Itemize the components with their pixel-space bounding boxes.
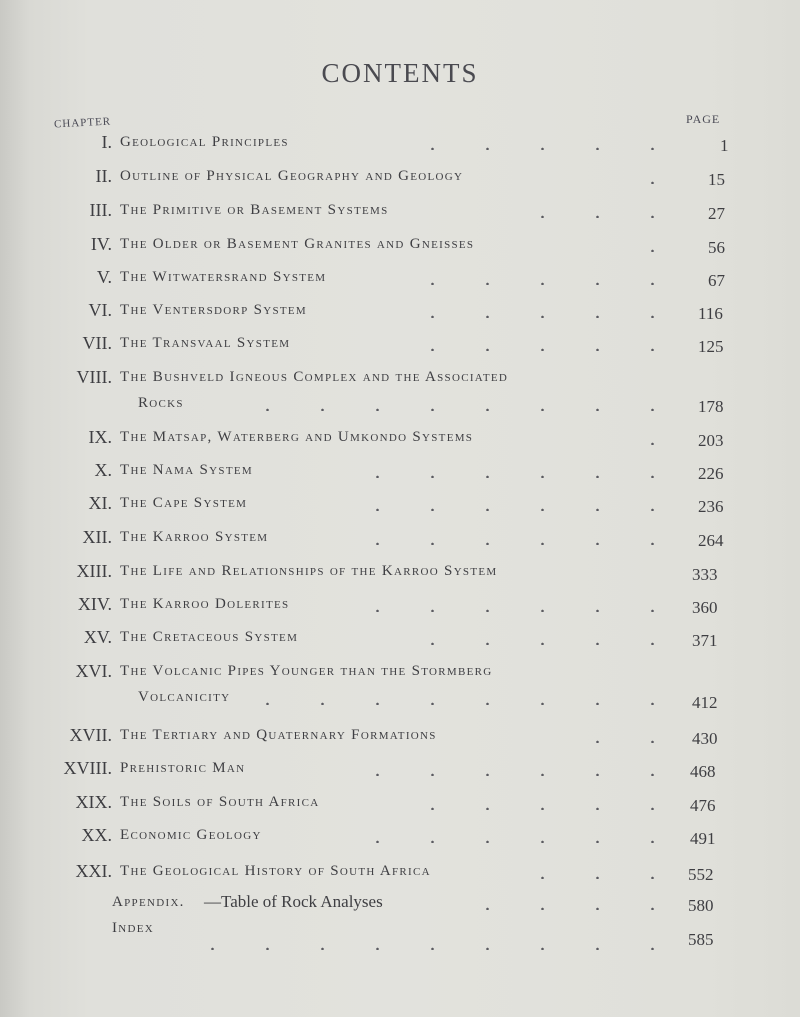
page-column-header: PAGE	[686, 112, 721, 126]
chapter-title: The Primitive or Basement Systems	[120, 202, 389, 218]
chapter-title: The Older or Basement Granites and Gneisses	[120, 236, 475, 252]
chapter-title: The Matsap, Waterberg and Umkondo Systems	[120, 429, 474, 445]
chapter-number: I.	[101, 132, 112, 152]
page-number: 203	[698, 431, 724, 450]
toc-entry	[0, 725, 800, 749]
chapter-number: XXI.	[75, 861, 112, 881]
toc-entry	[0, 493, 800, 517]
toc-entry	[0, 561, 800, 585]
toc-entry	[0, 300, 800, 324]
toc-entry	[0, 661, 800, 711]
page-number: 430	[692, 729, 718, 748]
toc-entry	[0, 758, 800, 782]
chapter-number: XIII.	[76, 561, 112, 581]
dot-leader	[430, 796, 680, 810]
chapter-number: IV.	[90, 234, 112, 254]
chapter-title: The Cape System	[120, 495, 248, 511]
toc-entry	[0, 861, 800, 885]
toc-appendix	[0, 892, 800, 916]
toc-entry	[0, 594, 800, 618]
chapter-title: Prehistoric Man	[120, 760, 246, 776]
page-number: 226	[698, 464, 724, 483]
chapter-title: The Soils of South Africa	[120, 794, 320, 810]
chapter-title: The Tertiary and Quaternary Formations	[120, 727, 437, 743]
dot-leader	[420, 271, 680, 285]
page-number: 371	[692, 631, 718, 650]
chapter-title: The Geological History of South Africa	[120, 863, 431, 879]
chapter-number: XX.	[81, 825, 112, 845]
toc-index	[0, 918, 800, 958]
page-number: 15	[708, 170, 725, 189]
dot-leader	[605, 170, 680, 184]
dot-leader	[330, 497, 680, 511]
appendix-subtitle: —Table of Rock Analyses	[204, 892, 383, 911]
page-number: 236	[698, 497, 724, 516]
chapter-number: X.	[94, 460, 112, 480]
toc-entry	[0, 792, 800, 816]
toc-entry	[0, 267, 800, 291]
page-number: 476	[690, 796, 716, 815]
dot-leader	[230, 397, 680, 411]
dot-leader	[330, 464, 680, 478]
toc-entry	[0, 166, 800, 190]
dot-leader	[550, 729, 680, 743]
toc-entry	[0, 427, 800, 451]
page-number: 552	[688, 865, 714, 884]
dot-leader	[370, 598, 680, 612]
page-number: 264	[698, 531, 724, 550]
page-number: 580	[688, 896, 714, 915]
page-number: 412	[692, 693, 718, 712]
chapter-title: Outline of Physical Geography and Geology	[120, 168, 464, 184]
page-number: 333	[692, 565, 718, 584]
chapter-title-continued: Volcanicity	[138, 689, 231, 705]
chapter-title: The Transvaal System	[120, 335, 291, 351]
page-number: 1	[720, 136, 729, 155]
dot-leader	[330, 829, 680, 843]
chapter-column-header: CHAPTER	[53, 115, 112, 131]
toc-entry	[0, 627, 800, 651]
dot-leader	[340, 762, 680, 776]
chapter-number: XIV.	[77, 594, 112, 614]
dot-leader	[500, 204, 680, 218]
chapter-number: XVI.	[75, 661, 112, 681]
toc-entry	[0, 460, 800, 484]
index-label: Index	[112, 920, 155, 936]
chapter-number: VIII.	[76, 367, 112, 387]
dot-leader	[640, 238, 680, 252]
chapter-number: XVIII.	[63, 758, 112, 778]
chapter-number: XI.	[88, 493, 112, 513]
dot-leader	[200, 936, 680, 950]
chapter-title-continued: Rocks	[138, 395, 184, 411]
chapter-number: XVII.	[69, 725, 112, 745]
page-number: 178	[698, 397, 724, 416]
page-number: 360	[692, 598, 718, 617]
toc-entry	[0, 333, 800, 357]
chapter-number: III.	[89, 200, 112, 220]
dot-leader	[540, 865, 680, 879]
chapter-title: Economic Geology	[120, 827, 262, 843]
dot-leader	[390, 337, 680, 351]
chapter-title: The Cretaceous System	[120, 629, 299, 645]
toc-entry	[0, 234, 800, 258]
page-title: CONTENTS	[321, 58, 479, 88]
toc-entry	[0, 367, 800, 417]
appendix-label: Appendix.	[112, 894, 185, 910]
chapter-title: The Witwatersrand System	[120, 269, 327, 285]
dot-leader	[400, 304, 680, 318]
chapter-title: The Life and Relationships of the Karroo System	[120, 563, 498, 579]
page-number: 585	[688, 930, 714, 949]
toc-entry	[0, 132, 800, 156]
page-number: 491	[690, 829, 716, 848]
page-number: 67	[708, 271, 725, 290]
dot-leader	[460, 896, 680, 910]
chapter-title: Geological Principles	[120, 134, 289, 150]
chapter-title: The Karroo System	[120, 529, 269, 545]
chapter-number: XII.	[82, 527, 112, 547]
page-number: 116	[698, 304, 723, 323]
dot-leader	[330, 531, 680, 545]
dot-leader	[260, 691, 680, 705]
chapter-number: VI.	[88, 300, 112, 320]
chapter-title: The Karroo Dolerites	[120, 596, 290, 612]
chapter-title: The Volcanic Pipes Younger than the Stormberg	[120, 663, 493, 679]
chapter-title: The Nama System	[120, 462, 253, 478]
chapter-title: The Ventersdorp System	[120, 302, 308, 318]
dot-leader	[640, 431, 680, 445]
dot-leader	[380, 136, 680, 150]
toc-entry	[0, 200, 800, 224]
dot-leader	[380, 631, 680, 645]
page-number: 27	[708, 204, 725, 223]
chapter-number: XV.	[83, 627, 112, 647]
chapter-title: The Bushveld Igneous Complex and the Associated	[120, 369, 509, 385]
page-number: 125	[698, 337, 724, 356]
page-number: 468	[690, 762, 716, 781]
chapter-number: IX.	[88, 427, 112, 447]
toc-entry	[0, 527, 800, 551]
toc-entry	[0, 825, 800, 849]
chapter-number: VII.	[82, 333, 112, 353]
chapter-number: V.	[96, 267, 112, 287]
page-number: 56	[708, 238, 725, 257]
chapter-number: XIX.	[75, 792, 112, 812]
chapter-number: II.	[95, 166, 112, 186]
